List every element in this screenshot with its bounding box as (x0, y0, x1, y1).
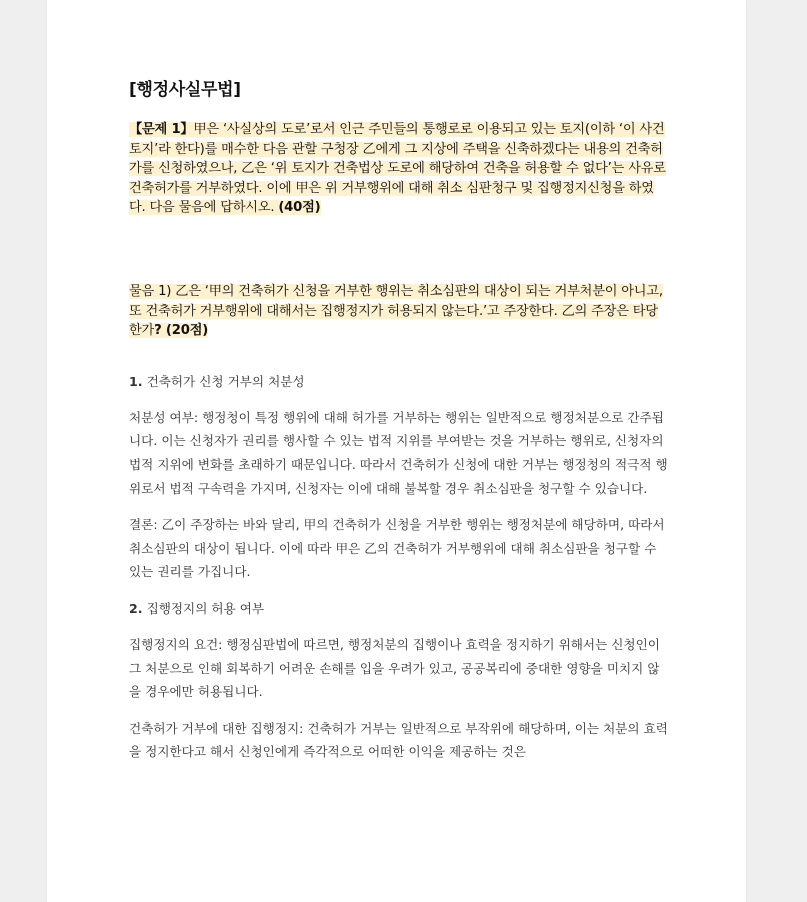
subquestion-highlight (129, 284, 663, 338)
section-2-paragraph-2: 건축허가 거부에 대한 집행정지: 건축허가 거부는 일반적으로 부작위에 해당하며, 이는 처분의 효력을 정지한다고 해서 신청인에게 즉각적으로 어떠한 이익을 제공하는 것은 (129, 720, 668, 760)
problem-statement (129, 120, 669, 218)
section-heading-2 (129, 600, 669, 618)
section-title-2: 집행정지의 허용 여부 (142, 600, 265, 616)
document-page (47, 0, 746, 902)
section-number-1: 1. (129, 373, 143, 389)
subquestion-label: 물음 1) (129, 283, 172, 299)
problem-points: (40점) (278, 200, 321, 216)
document-content (129, 78, 669, 764)
section-heading-1 (129, 373, 669, 391)
subquestion-points: ? (20점) (154, 323, 209, 339)
subquestion (129, 282, 669, 341)
problem-highlight (129, 122, 666, 215)
section-number-2: 2. (129, 600, 143, 616)
document-title: [행정사실무법] (129, 80, 241, 100)
section-2-paragraph-1: 집행정지의 요건: 행정심판법에 따르면, 행정처분의 집행이나 효력을 정지하기 위해서는 신청인이 그 처분으로 인해 회복하기 어려운 손해를 입을 우려가 있고, 공공복리에 중대한 영향을 미치지 않을 경우에만 허용됩니다. (129, 636, 660, 700)
section-title-1: 건축허가 신청 거부의 처분성 (142, 373, 305, 389)
problem-label: 【문제 1】 (129, 122, 194, 137)
section-1-paragraph-2: 결론: 乙이 주장하는 바와 달리, 甲의 건축허가 신청을 거부한 행위는 행정처분에 해당하며, 따라서 취소심판의 대상이 됩니다. 이에 따라 甲은 乙의 건축허가 거부행위에 대해 취소심판을 청구할 수 있는 권리를 가집니다. (129, 517, 665, 580)
section-1-paragraph-1: 처분성 여부: 행정청이 특정 행위에 대해 허가를 거부하는 행위는 일반적으로 행정처분으로 간주됩니다. 이는 신청자가 권리를 행사할 수 있는 법적 지위를 부여받는 것을 거부하는 행위로, 신청자의 법적 지위에 변화를 초래하기 때문입니다. 따라서 건축허가 신청에 대한 거부는 행정청의 적극적 행위로서 법적 구속력을 가지며, 신청자는 이에 대해 불복할 경우 취소심판을 청구할 수 있습니다. (129, 409, 668, 496)
problem-text: 甲은 ‘사실상의 도로’로서 인근 주민들의 통행로로 이용되고 있는 토지(이하 ‘이 사건 토지’라 한다)를 매수한 다음 관할 구청장 乙에게 그 지상에 주택을 신축하겠다는 내용의 건축허가를 신청하였으나, 乙은 ‘위 토지가 건축법상 도로에 해당하여 건축을 허용할 수 없다’는 사유로 건축허가를 거부하였다. 이에 甲은 위 거부행위에 대해 취소 심판청구 및 집행정지신청을 하였다. 다음 물음에 답하시오. (129, 122, 666, 216)
subquestion-text: 乙은 ‘甲의 건축허가 신청을 거부한 행위는 취소심판의 대상이 되는 거부처분이 아니고, 또 건축허가 거부행위에 대해서는 집행정지가 허용되지 않는다.’고 주장한다. 乙의 주장은 타당한가 (129, 283, 663, 339)
